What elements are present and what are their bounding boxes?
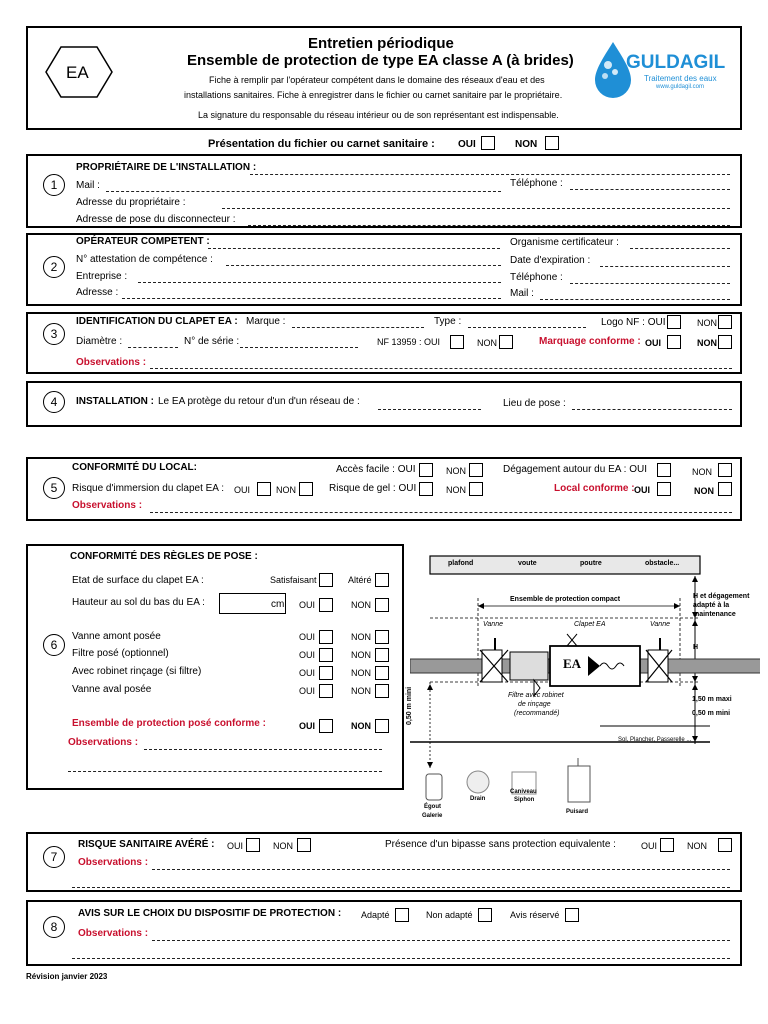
presentation-non-checkbox[interactable] <box>545 136 559 150</box>
s6-hauteur-non-label: NON <box>351 600 371 610</box>
diag-min: 0,50 m mini <box>692 710 731 717</box>
s4-network-field[interactable] <box>378 409 481 410</box>
s5-gel-non-checkbox[interactable] <box>469 482 483 496</box>
s1-owner-field[interactable] <box>250 174 730 175</box>
s7-observations-label: Observations : <box>78 857 149 868</box>
diag-plafond: plafond <box>448 560 474 567</box>
s7-non-label: NON <box>273 841 293 851</box>
s2-org-label: Organisme certificateur : <box>510 237 619 248</box>
s6-vanne-aval-label: Vanne aval posée <box>72 684 152 695</box>
instruction-line3: La signature du responsable du réseau intérieur ou de son représentant est indispensable. <box>198 110 559 120</box>
s2-mail-field[interactable] <box>540 299 730 300</box>
s8-observations-field2[interactable] <box>72 958 730 959</box>
s3-marquage-non-label: NON <box>697 338 717 348</box>
s1-adr-pose-field[interactable] <box>248 225 730 226</box>
s6-filtre-non-checkbox[interactable] <box>375 648 389 662</box>
s2-adresse-label: Adresse : <box>76 287 119 298</box>
s2-title: OPÉRATEUR COMPETENT : <box>76 236 210 247</box>
s6-altere-label: Altéré <box>348 575 372 585</box>
s8-observations-field1[interactable] <box>152 940 730 941</box>
s7-observations-field1[interactable] <box>152 869 730 870</box>
page-title: Entretien périodique <box>308 35 454 52</box>
s6-r2-oui-label: OUI <box>299 650 316 660</box>
s3-type-label: Type : <box>434 316 462 327</box>
s6-cm-label: cm <box>271 599 285 610</box>
logo-website: www.guldagil.com <box>656 84 705 90</box>
s6-hauteur-oui-label: OUI <box>299 600 316 610</box>
s6-hauteur-label: Hauteur au sol du bas du EA : <box>72 597 205 608</box>
s3-marque-field[interactable] <box>292 327 424 328</box>
diag-egout2: Galerie <box>422 813 443 819</box>
diag-filtre1: Filtre avec robinet <box>508 692 564 699</box>
diag-vanne2: Vanne <box>650 621 670 628</box>
section-7-number: 7 <box>43 846 65 868</box>
s6-ensemble-non-checkbox[interactable] <box>375 719 389 733</box>
diag-drain: Drain <box>470 796 486 802</box>
s5-degag-non-label: NON <box>692 467 712 477</box>
s8-title: AVIS SUR LE CHOIX DU DISPOSITIF DE PROTECTION : <box>78 908 342 919</box>
presentation-oui-label: OUI <box>458 139 476 150</box>
section-3-number: 3 <box>43 323 65 345</box>
diag-ensemble: Ensemble de protection compact <box>510 596 621 603</box>
s6-title: CONFORMITÉ DES RÈGLES DE POSE : <box>70 551 258 562</box>
s2-mail-label: Mail : <box>510 288 534 299</box>
diag-filtre2: de rinçage <box>518 701 551 708</box>
diag-max: 1,50 m maxi <box>692 696 732 703</box>
s5-acces-oui-checkbox[interactable] <box>419 463 433 477</box>
s8-adapte-checkbox[interactable] <box>395 908 409 922</box>
diag-filtre3: (recommandé) <box>514 710 560 717</box>
diag-voute: voute <box>518 560 537 567</box>
s3-logo-nf-non-checkbox[interactable] <box>718 315 732 329</box>
s7-oui-label: OUI <box>227 841 244 851</box>
s4-lieu-label: Lieu de pose : <box>503 398 566 409</box>
section-8-number: 8 <box>43 916 65 938</box>
diag-cani1: Caniveau <box>510 789 537 795</box>
s3-serie-label: N° de série : <box>184 336 240 347</box>
s2-tel-field[interactable] <box>570 283 730 284</box>
s3-nf-oui-checkbox[interactable] <box>450 335 464 349</box>
s6-ensemble-oui-checkbox[interactable] <box>319 719 333 733</box>
s6-observations-field2[interactable] <box>68 771 382 772</box>
section-2-number: 2 <box>43 256 65 278</box>
s7-bipasse-non-label: NON <box>687 841 707 851</box>
s2-entreprise-field[interactable] <box>138 282 501 283</box>
s6-observations-field1[interactable] <box>144 749 382 750</box>
presentation-non-label: NON <box>515 139 538 150</box>
presentation-label: Présentation du fichier ou carnet sanitaire : <box>208 138 435 150</box>
s3-nf-non-label: NON <box>477 338 497 348</box>
diag-clapet: Clapet EA <box>574 621 606 628</box>
installation-diagram <box>410 548 760 828</box>
s5-degag-label: Dégagement autour du EA : OUI <box>503 464 647 475</box>
s5-degag-oui-checkbox[interactable] <box>657 463 671 477</box>
s6-robinet-label: Avec robinet rinçage (si filtre) <box>72 666 202 677</box>
s1-title: PROPRIÉTAIRE DE L'INSTALLATION : <box>76 162 257 173</box>
s2-exp-field[interactable] <box>600 266 730 267</box>
s5-local-oui-label: OUI <box>634 485 651 495</box>
s3-title: IDENTIFICATION DU CLAPET EA : <box>76 316 238 327</box>
s1-adr-label: Adresse du propriétaire : <box>76 197 186 208</box>
s5-risque-oui-label: OUI <box>234 485 251 495</box>
s6-r3-oui-label: OUI <box>299 668 316 678</box>
s6-r3-non-label: NON <box>351 668 371 678</box>
s3-marque-label: Marque : <box>246 316 286 327</box>
s6-hauteur-non-checkbox[interactable] <box>375 598 389 612</box>
s6-r4-oui-label: OUI <box>299 686 316 696</box>
s3-logo-nf-non-label: NON <box>697 318 717 328</box>
s7-non-checkbox[interactable] <box>297 838 311 852</box>
s4-text: Le EA protège du retour d'un d'un réseau de : <box>158 396 360 407</box>
s5-degag-non-checkbox[interactable] <box>718 463 732 477</box>
diag-obstacle: obstacle... <box>645 560 680 567</box>
logo-subtitle: Traitement des eaux <box>644 74 717 83</box>
s2-entreprise-label: Entreprise : <box>76 271 128 282</box>
s5-acces-non-checkbox[interactable] <box>469 463 483 477</box>
s7-title: RISQUE SANITAIRE AVÉRÉ : <box>78 839 215 850</box>
s1-adr-pose-label: Adresse de pose du disconnecteur : <box>76 214 236 225</box>
s6-ens-non-label: NON <box>351 721 371 731</box>
s3-marquage-non-checkbox[interactable] <box>718 335 732 349</box>
presentation-oui-checkbox[interactable] <box>481 136 495 150</box>
s3-diametre-label: Diamètre : <box>76 336 123 347</box>
s6-filtre-oui-checkbox[interactable] <box>319 648 333 662</box>
s8-adapte-label: Adapté <box>361 910 390 920</box>
diag-min-vertical: 0,50 m mini <box>406 686 413 725</box>
s5-local-oui-checkbox[interactable] <box>657 482 671 496</box>
diag-h-label: H et dégagement adapté à la maintenance <box>693 593 750 618</box>
s5-title: CONFORMITÉ DU LOCAL: <box>72 462 197 473</box>
s6-observations-label: Observations : <box>68 737 139 748</box>
s5-observations-label: Observations : <box>72 500 143 511</box>
s5-gel-label: Risque de gel : OUI <box>329 483 417 494</box>
s2-org-field[interactable] <box>630 248 730 249</box>
s7-bipasse-oui-label: OUI <box>641 841 658 851</box>
page-subtitle: Ensemble de protection de type EA classe A (à brides) <box>187 52 574 69</box>
s8-non-adapte-label: Non adapté <box>426 910 473 920</box>
s3-marquage-oui-checkbox[interactable] <box>667 335 681 349</box>
s5-acces-label: Accès facile : OUI <box>336 464 416 475</box>
diag-egout1: Égout <box>424 804 441 810</box>
s7-bipasse-non-checkbox[interactable] <box>718 838 732 852</box>
s2-attest-field[interactable] <box>226 265 501 266</box>
s5-risque-label: Risque d'immersion du clapet EA : <box>72 483 224 494</box>
s6-altere-checkbox[interactable] <box>375 573 389 587</box>
s6-r1-non-label: NON <box>351 632 371 642</box>
s6-filtre-label: Filtre posé (optionnel) <box>72 648 169 659</box>
diag-h: H <box>693 644 699 651</box>
section-6-number: 6 <box>43 634 65 656</box>
s5-risque-non-checkbox[interactable] <box>299 482 313 496</box>
s6-ensemble-label: Ensemble de protection posé conforme : <box>72 718 266 729</box>
s3-marquage-label: Marquage conforme : <box>539 336 641 347</box>
section-4-number: 4 <box>43 391 65 413</box>
s7-bipasse-label: Présence d'un bipasse sans protection equivalente : <box>385 839 616 850</box>
s3-nf-label: NF 13959 : OUI <box>377 337 441 347</box>
s5-acces-non-label: NON <box>446 466 466 476</box>
s5-local-label: Local conforme : <box>554 483 635 494</box>
s2-operator-field[interactable] <box>208 248 500 249</box>
s6-vanne-amont-non-checkbox[interactable] <box>375 630 389 644</box>
logo-text: GULDAGIL <box>626 52 726 73</box>
s6-vanne-amont-oui-checkbox[interactable] <box>319 630 333 644</box>
s3-observations-field[interactable] <box>150 368 732 369</box>
s2-adresse-field[interactable] <box>122 298 501 299</box>
s6-r2-non-label: NON <box>351 650 371 660</box>
s5-risque-non-label: NON <box>276 485 296 495</box>
s3-logo-nf-label: Logo NF : OUI <box>601 317 666 328</box>
s1-adr-field[interactable] <box>222 208 730 209</box>
s6-robinet-non-checkbox[interactable] <box>375 666 389 680</box>
diag-puisard: Puisard <box>566 809 589 815</box>
s6-robinet-oui-checkbox[interactable] <box>319 666 333 680</box>
s1-tel-label: Téléphone : <box>510 178 563 189</box>
s7-observations-field2[interactable] <box>72 887 730 888</box>
s7-bipasse-oui-checkbox[interactable] <box>660 838 674 852</box>
s6-vanne-aval-non-checkbox[interactable] <box>375 684 389 698</box>
s5-gel-non-label: NON <box>446 485 466 495</box>
s6-vanne-aval-oui-checkbox[interactable] <box>319 684 333 698</box>
s3-marquage-oui-label: OUI <box>645 338 662 348</box>
s1-mail-field[interactable] <box>106 191 501 192</box>
s5-local-non-label: NON <box>694 486 714 496</box>
s1-mail-label: Mail : <box>76 180 100 191</box>
header-box <box>26 26 742 130</box>
s3-diametre-field[interactable] <box>128 347 178 348</box>
s8-observations-label: Observations : <box>78 928 149 939</box>
diag-vanne1: Vanne <box>483 621 503 628</box>
s4-title: INSTALLATION : <box>76 396 154 407</box>
s7-oui-checkbox[interactable] <box>246 838 260 852</box>
s8-reserve-checkbox[interactable] <box>565 908 579 922</box>
s8-reserve-label: Avis réservé <box>510 910 560 920</box>
s6-satis-checkbox[interactable] <box>319 573 333 587</box>
s4-lieu-field[interactable] <box>572 409 732 410</box>
s5-gel-oui-checkbox[interactable] <box>419 482 433 496</box>
s2-exp-label: Date d'expiration : <box>510 255 591 266</box>
section-5-number: 5 <box>43 477 65 499</box>
s6-etat-label: Etat de surface du clapet EA : <box>72 575 204 586</box>
s3-type-field[interactable] <box>468 327 586 328</box>
diag-poutre: poutre <box>580 560 602 567</box>
s5-local-non-checkbox[interactable] <box>718 482 732 496</box>
s1-tel-field[interactable] <box>570 189 730 190</box>
s6-r4-non-label: NON <box>351 686 371 696</box>
instruction-line2: installations sanitaires. Fiche à enregistrer dans le fichier ou carnet sanitaire par le propriétaire. <box>184 90 563 100</box>
s5-observations-field[interactable] <box>150 512 732 513</box>
s3-logo-nf-oui-checkbox[interactable] <box>667 315 681 329</box>
s6-r1-oui-label: OUI <box>299 632 316 642</box>
s3-observations-label: Observations : <box>76 357 147 368</box>
s6-ens-oui-label: OUI <box>299 721 316 731</box>
diag-ea: EA <box>563 656 582 671</box>
instruction-line1: Fiche à remplir par l'opérateur compétent dans le domaine des réseaux d'eau et des <box>209 75 545 85</box>
s3-serie-field[interactable] <box>240 347 358 348</box>
section-1-number: 1 <box>43 174 65 196</box>
diag-sol: Sol, Plancher, Passerelle ... <box>618 737 692 743</box>
s6-vanne-amont-label: Vanne amont posée <box>72 631 161 642</box>
s6-hauteur-oui-checkbox[interactable] <box>319 598 333 612</box>
footer-revision: Révision janvier 2023 <box>26 972 108 981</box>
s2-tel-label: Téléphone : <box>510 272 563 283</box>
hexagon-label: EA <box>66 63 89 82</box>
s3-nf-non-checkbox[interactable] <box>499 335 513 349</box>
diag-cani2: Siphon <box>514 797 535 803</box>
s6-satis-label: Satisfaisant <box>270 575 317 585</box>
s8-non-adapte-checkbox[interactable] <box>478 908 492 922</box>
s5-risque-oui-checkbox[interactable] <box>257 482 271 496</box>
s2-attest-label: N° attestation de compétence : <box>76 254 213 265</box>
